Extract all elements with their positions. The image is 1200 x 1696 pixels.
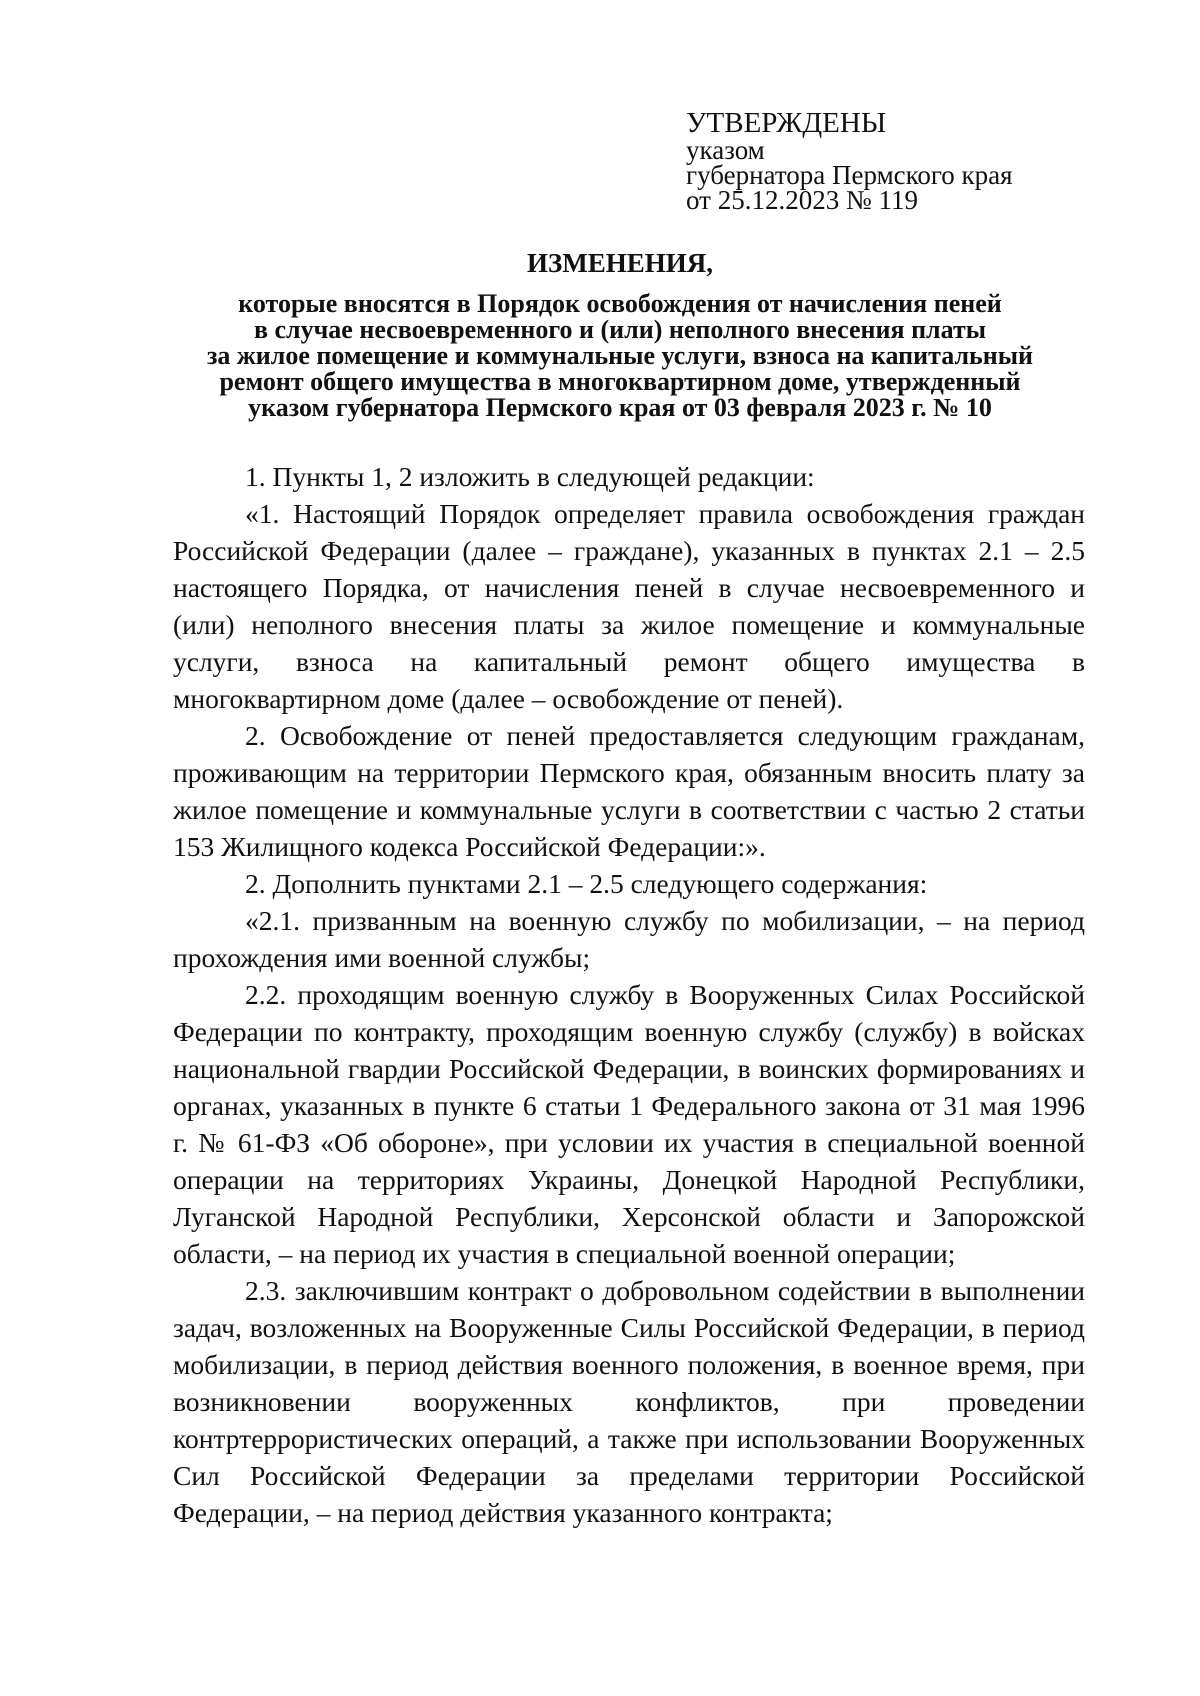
- approval-heading: УТВЕРЖДЕНЫ: [686, 107, 887, 139]
- paragraph: 1. Пункты 1, 2 изложить в следующей редакции:: [245, 461, 815, 492]
- paragraph: 2. Освобождение от пеней предоставляется следующим гражданам, проживающим на территории Пермского края, обязанным вносить плату за жилое помещение и коммунальные услуги в соответствии с частью 2 статьи 153 Жилищного кодекса Российской Федерации:».: [173, 720, 1085, 862]
- document-subtitle: [150, 291, 1090, 421]
- paragraph: «2.1. призванным на военную службу по мобилизации, – на период прохождения ими военной службы;: [173, 905, 1085, 973]
- approval-stamp: [686, 108, 1106, 213]
- paragraph: 2. Дополнить пунктами 2.1 – 2.5 следующего содержания:: [245, 868, 928, 899]
- subtitle-line: указом губернатора Пермского края от 03 февраля 2023 г. № 10: [248, 393, 992, 422]
- paragraph: «1. Настоящий Порядок определяет правила освобождения граждан Российской Федерации (далее – граждане), указанных в пунктах 2.1 – 2.5 настоящего Порядка, от начисления пеней в случае несвоевременного и (или) неполного внесения платы за жилое помещение и коммунальные услуги, взноса на капитальный ремонт общего имущества в многоквартирном доме (далее – освобождение от пеней).: [173, 498, 1085, 714]
- document-title: ИЗМЕНЕНИЯ,: [526, 248, 713, 278]
- approval-line: губернатора Пермского края: [686, 160, 1013, 190]
- subtitle-line: ремонт общего имущества в многоквартирном доме, утвержденный: [219, 367, 1021, 396]
- paragraph: 2.2. проходящим военную службу в Вооруженных Силах Российской Федерации по контракту, проходящим военную службу (службу) в войсках национальной гвардии Российской Федерации, в воинских формированиях и органах, указанных в пункте 6 статьи 1 Федерального закона от 31 мая 1996 г. № 61-ФЗ «Об обороне», при условии их участия в специальной военной операции на территориях Украины, Донецкой Народной Республики, Луганской Народной Республики, Херсонской области и Запорожской области, – на период их участия в специальной военной операции;: [173, 979, 1085, 1269]
- approval-line: указом: [686, 135, 765, 165]
- document-body: [173, 458, 1085, 1531]
- subtitle-line: за жилое помещение и коммунальные услуги, взноса на капитальный: [206, 341, 1034, 370]
- subtitle-line: в случае несвоевременного и (или) неполного внесения платы: [253, 315, 987, 344]
- paragraph: 2.3. заключившим контракт о добровольном содействии в выполнении задач, возложенных на Вооруженные Силы Российской Федерации, в период мобилизации, в период действия военного положения, в военное время, при возникновении вооруженных конфликтов, при проведении контртеррористических операций, а также при использовании Вооруженных Сил Российской Федерации за пределами территории Российской Федерации, – на период действия указанного контракта;: [173, 1275, 1085, 1528]
- subtitle-line: которые вносятся в Порядок освобождения от начисления пеней: [238, 289, 1002, 318]
- approval-date-number: от 25.12.2023 № 119: [686, 185, 918, 215]
